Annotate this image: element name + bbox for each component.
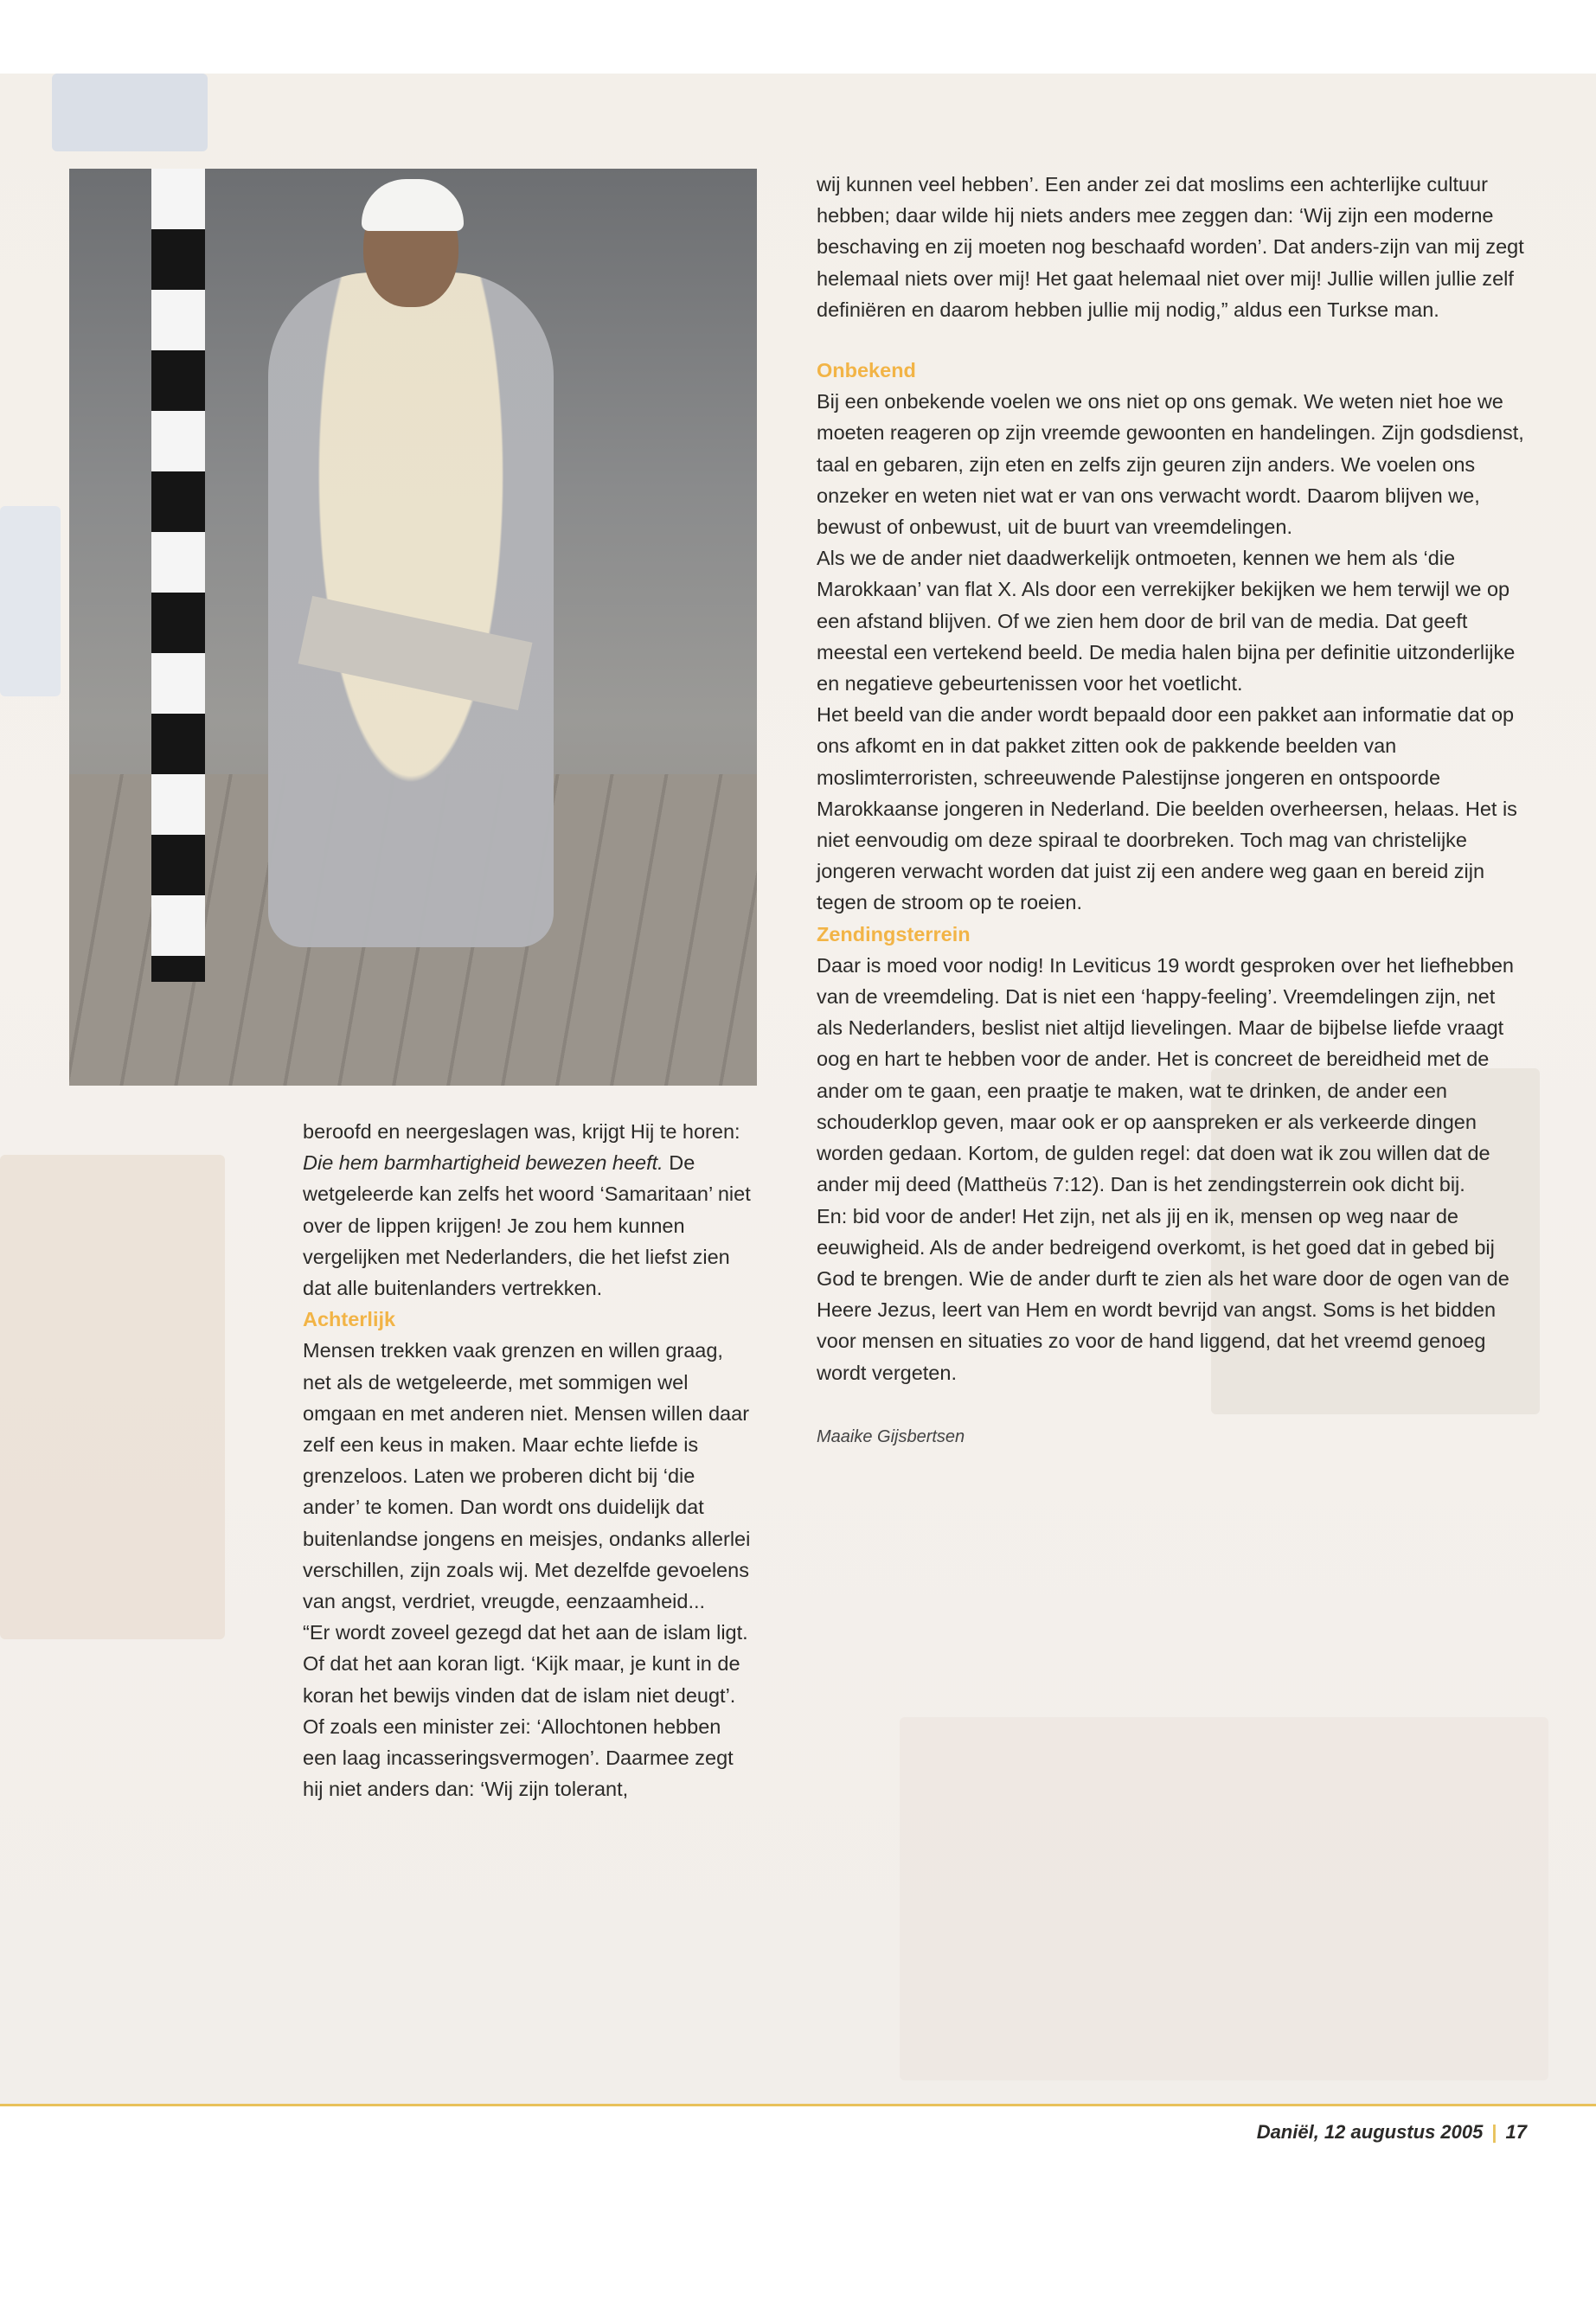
paragraph: “Er wordt zoveel gezegd dat het aan de islam ligt. Of dat het aan koran ligt. ‘Kijk maar, je kunt in de koran het bewijs vinden dat de islam niet deugt’. Of zoals een minister zei: ‘Allochtonen hebben een laag incasseringsvermogen’. Daarmee zegt hij niet anders dan: ‘Wij zijn tolerant, xyxy=(303,1621,748,1801)
paragraph: Mensen trekken vaak grenzen en willen graag, net als de wetgeleerde, met sommigen wel omgaan en met anderen niet. Mensen willen daar zelf een keus in maken. Maar echte liefde is grenzeloos. Laten we proberen dicht bij ‘die ander’ te komen. Dan wordt ons duidelijk dat buitenlandse jongens en meisjes, ondanks allerlei verschillen, zijn zoals wij. Met dezelfde gevoelens van angst, verdriet, vreugde, eenzaamheid... xyxy=(303,1339,751,1613)
footer-separator: | xyxy=(1491,2121,1497,2143)
bible-quote: Die hem barmhartigheid bewezen heeft. xyxy=(303,1151,663,1175)
section-heading-achterlijk: Achterlijk xyxy=(303,1308,396,1331)
paragraph: Als we de ander niet daadwerkelijk ontmoeten, kennen we hem als ‘die Marokkaan’ van flat X. Als door een verrekijker bekijken we hem terwijl we op een afstand blijven. Of we zien hem door de bril van de media. Dat geeft meestal een vertekend beeld. De media halen bijna per definitie uitzonderlijke en negatieve gebeurtenissen voor het voetlicht. xyxy=(817,547,1516,695)
paragraph: Bij een onbekende voelen we ons niet op ons gemak. We weten niet hoe we moeten reageren op zijn vreemde gewoonten en handelingen. Zijn godsdienst, taal en gebaren, zijn eten en zelfs zijn geuren zijn anders. We voelen ons onzeker en weten niet wat er van ons verwacht wordt. Daarom blijven we, bewust of onbewust, uit de buurt van vreemdelingen. xyxy=(817,390,1524,539)
photo-person-cap xyxy=(362,179,464,231)
left-column xyxy=(303,1116,753,1804)
page-footer xyxy=(1257,2121,1527,2144)
paragraph: beroofd en neergeslagen was, krijgt Hij te horen: Die hem barmhartigheid bewezen heeft. De wetgeleerde kan zelfs het woord ‘Samaritaan’ niet over de lippen krijgen! Je zou hem kunnen vergelijken met Nederlanders, die het liefst zien dat alle buitenlanders vertrekken. xyxy=(303,1120,751,1300)
right-column xyxy=(817,169,1526,1452)
section-heading-zendingsterrein: Zendingsterrein xyxy=(817,922,971,945)
paragraph: Het beeld van die ander wordt bepaald door een pakket aan informatie dat op ons afkomt en in dat pakket zitten ook de pakkende beelden van moslimterroristen, schreeuwende Palestijnse jongeren en ontspoorde Marokkaanse jongeren in Nederland. Die beelden overheersen, helaas. Het is niet eenvoudig om deze spiraal te doorbreken. Toch mag van christelijke jongeren verwacht worden dat juist zij een andere weg gaan en bereid zijn tegen de stroom op te roeien. xyxy=(817,703,1517,914)
article-photo xyxy=(69,169,757,1086)
publication-date: Daniël, 12 augustus 2005 xyxy=(1256,2121,1484,2143)
footer-rule xyxy=(0,2104,1596,2106)
paragraph: Daar is moed voor nodig! In Leviticus 19 wordt gesproken over het liefhebben van de vreemdeling. Dat is niet een ‘happy-feeling’. Vreemdelingen zijn, net als Nederlanders, beslist niet altijd lievelingen. Maar de bijbelse liefde vraagt oog en hart te hebben voor de ander. Het is concreet de bereidheid met de ander om te gaan, een praatje te maken, wat te drinken, de ander een schouderklop geven, maar ook er op aanspreken er als verkeerde dingen worden gedaan. Kortom, de gulden regel: dat doen wat ik zou willen dat de ander mij deed (Mattheüs 7:12). Dan is het zendingsterrein ook dicht bij. xyxy=(817,953,1514,1196)
photo-pole xyxy=(151,169,205,982)
page-number: 17 xyxy=(1505,2121,1527,2143)
paragraph: wij kunnen veel hebben’. Een ander zei dat moslims een achterlijke cultuur hebben; daar wilde hij niets anders mee zeggen dan: ‘Wij zijn een moderne beschaving en zij moeten nog beschaafd worden’. Dat anders-zijn van mij zegt helemaal niets over mij! Het gaat helemaal niet over mij! Jullie willen jullie zelf definiëren en daarom hebben jullie mij nodig,” aldus een Turkse man. xyxy=(817,173,1524,321)
author-byline: Maaike Gijsbertsen xyxy=(817,1426,965,1446)
paragraph: En: bid voor de ander! Het zijn, net als jij en ik, mensen op weg naar de eeuwigheid. Als de ander bedreigend overkomt, is het goed dat in gebed bij God te brengen. Wie de ander durft te zien als het ware door de ogen van de Heere Jezus, leert van Hem en wordt bevrijd van angst. Soms is het bidden voor mensen en situaties zo voor de hand liggend, dat het vreemd genoeg wordt vergeten. xyxy=(817,1204,1509,1384)
section-heading-onbekend: Onbekend xyxy=(817,359,916,382)
